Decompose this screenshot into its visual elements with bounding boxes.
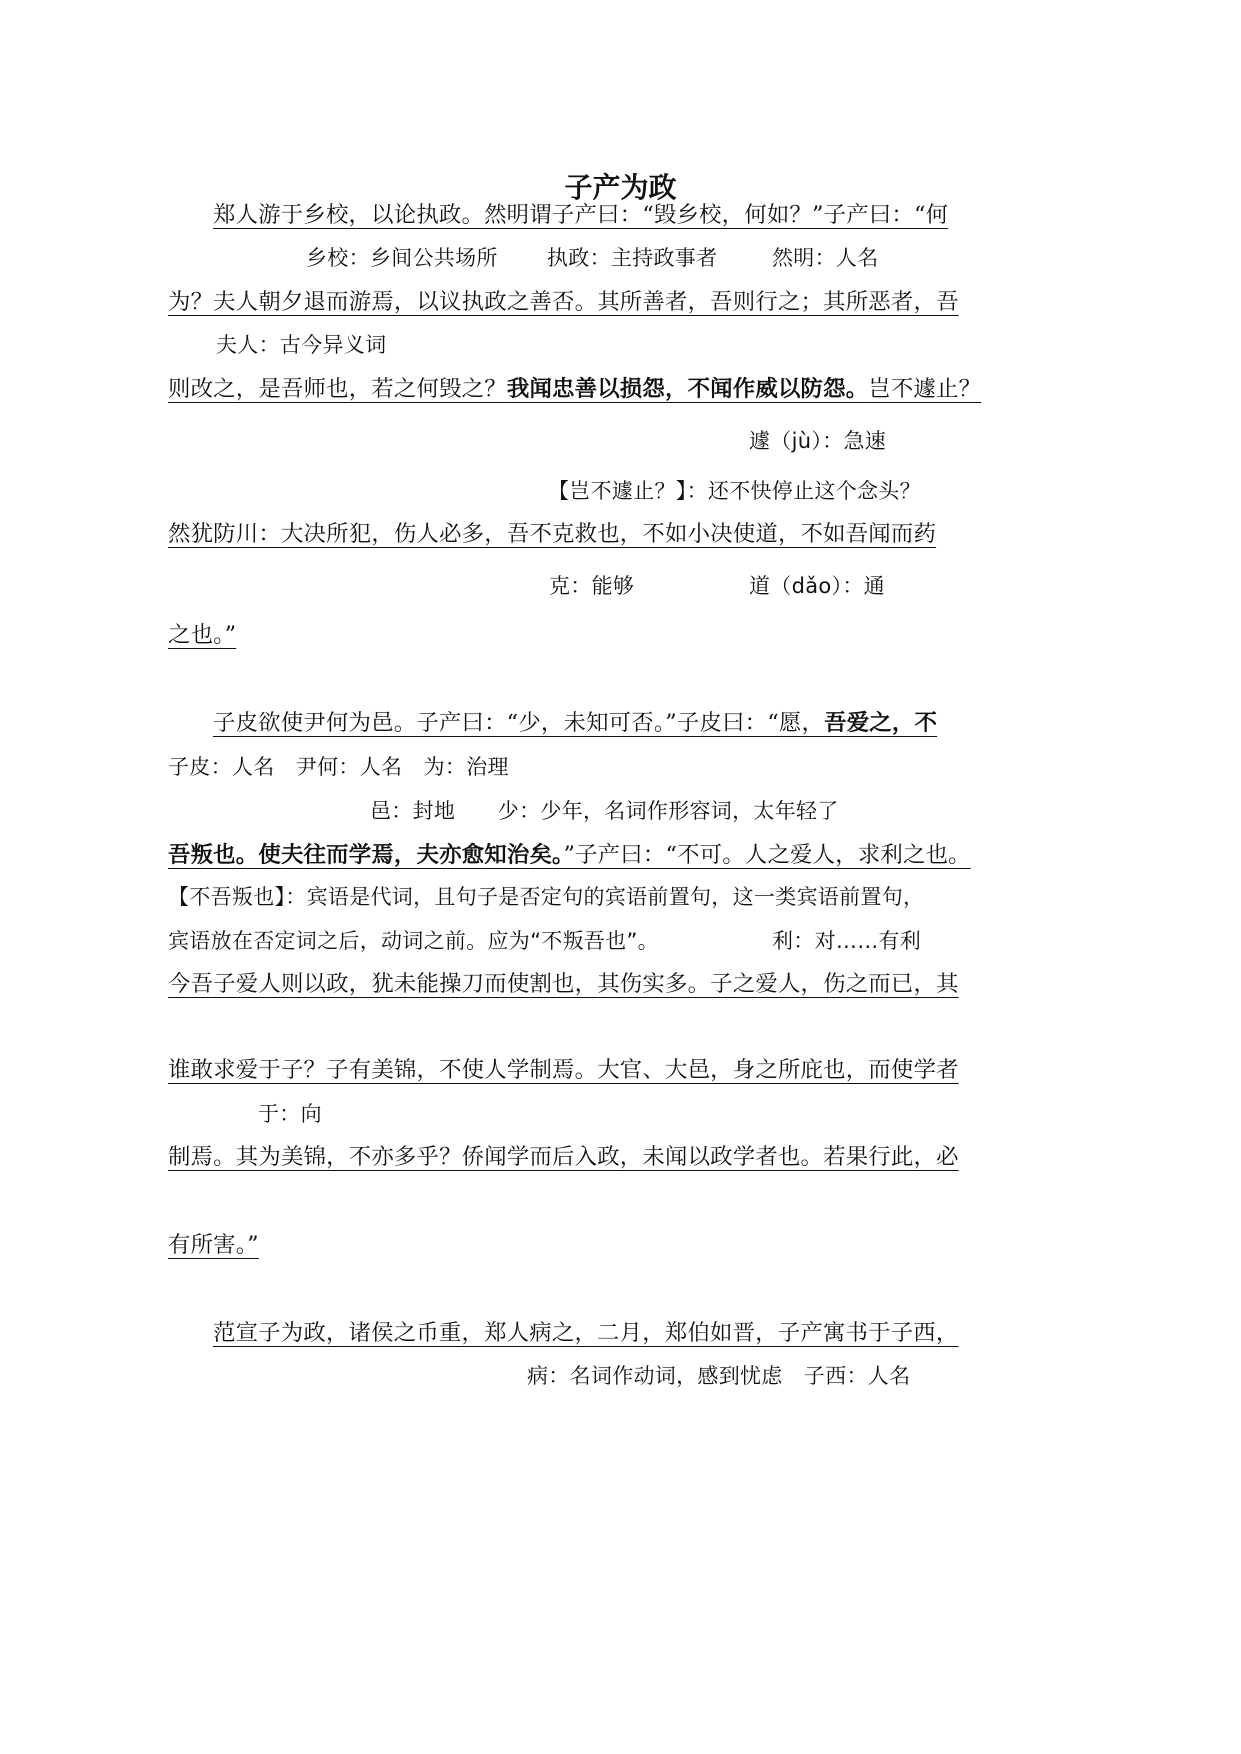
annotation: 执政：主持政事者 [547, 246, 718, 270]
text-line: 然犹防川：大决所犯，伤人必多，吾不克救也，不如小决使道，不如吾闻而药 [168, 521, 937, 547]
text-line: 制焉。其为美锦，不亦多乎？侨闻学而后入政，未闻以政学者也。若果行此，必 [168, 1144, 959, 1170]
text-line [168, 840, 971, 870]
text-line [168, 374, 981, 404]
text-line: 今吾子爱人则以政，犹未能操刀而使割也，其伤实多。子之爱人，伤之而已，其 [168, 971, 959, 997]
annotation: 夫人：古今异义词 [216, 333, 387, 357]
annotation: 利：对……有利 [772, 929, 922, 953]
annotation: 病：名词作动词，感到忧虑 子西：人名 [527, 1364, 911, 1388]
annotation: 道（dǎo）：通 [749, 574, 885, 598]
bold-text: 吾爱之，不 [824, 710, 938, 736]
annotation: 【岂不遽止？】：还不快停止这个念头？ [548, 479, 921, 503]
annotation: 乡校：乡间公共场所 [306, 246, 498, 270]
annotation: 子皮：人名 尹何：人名 为：治理 [168, 755, 509, 779]
annotation: 然明：人名 [772, 246, 879, 270]
text-line: 范宣子为政，诸侯之币重，郑人病之，二月，郑伯如晋，子产寓书于子西， [213, 1320, 959, 1346]
text-segment: 则改之，是吾师也，若之何毁之？ [168, 376, 507, 402]
bold-text: 吾叛也。使夫往而学焉，夫亦愈知治矣。 [168, 842, 564, 868]
text-line: 谁敢求爱于子？子有美锦，不使人学制焉。大官、大邑，身之所庇也，而使学者 [168, 1057, 959, 1083]
text-segment: 子皮欲使尹何为邑。子产曰：“少，未知可否。”子皮曰：“愿， [213, 710, 825, 736]
page-title: 子产为政 [564, 171, 677, 204]
annotation: 宾语放在否定词之后，动词之前。应为“不叛吾也”。 [168, 929, 659, 953]
annotation: 克：能够 [549, 574, 635, 598]
text-line: 有所害。” [168, 1232, 259, 1258]
annotation: 遽（jù）：急速 [749, 429, 887, 453]
annotation: 邑：封地 少：少年，名词作形容词，太年轻了 [370, 799, 839, 823]
text-segment: ”子产曰：“不可。人之爱人，求利之也。 [563, 842, 971, 868]
bold-text: 我闻忠善以损怨，不闻作威以防怨。 [506, 376, 869, 402]
annotation: 于：向 [258, 1102, 322, 1126]
annotation: 【不吾叛也】：宾语是代词，且句子是否定句的宾语前置句，这一类宾语前置句， [168, 885, 925, 909]
text-line: 为？夫人朝夕退而游焉，以议执政之善否。其所善者，吾则行之；其所恶者，吾 [168, 289, 959, 315]
text-segment: 岂不遽止？ [868, 376, 982, 402]
text-line: 郑人游于乡校，以论执政。然明谓子产曰：“毁乡校，何如？”子产曰：“何 [213, 202, 949, 228]
text-line [213, 708, 937, 738]
text-line: 之也。” [168, 622, 237, 648]
